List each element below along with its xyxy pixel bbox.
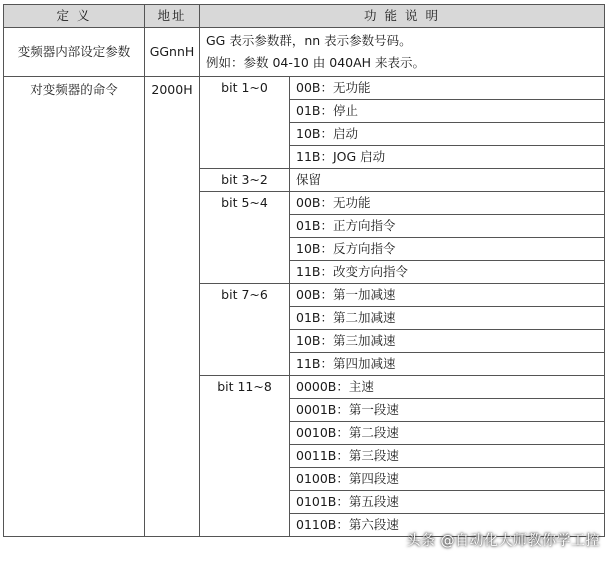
bit-range-cell: bit 5~4 <box>200 192 290 284</box>
bit-value-cell: 0000B：主速 <box>290 376 605 399</box>
bit-value-cell: 00B：第一加减速 <box>290 284 605 307</box>
definition-cell: 变频器内部设定参数 <box>4 28 145 77</box>
table-row <box>4 28 605 77</box>
definition-cell: 对变频器的命令 <box>4 77 145 537</box>
bit-range-cell: bit 1~0 <box>200 77 290 169</box>
bit-value-cell: 0010B：第二段速 <box>290 422 605 445</box>
header-function: 功 能 说 明 <box>200 5 605 28</box>
watermark: 头条 @自动化大师教你学工控 <box>406 533 600 549</box>
bit-value-cell: 00B：无功能 <box>290 77 605 100</box>
bit-value-cell: 11B：JOG 启动 <box>290 146 605 169</box>
bit-range-cell: bit 11~8 <box>200 376 290 537</box>
bit-value-cell: 0101B：第五段速 <box>290 491 605 514</box>
bit-range-cell: bit 3~2 <box>200 169 290 192</box>
description-line: 例如：参数 04-10 由 040AH 来表示。 <box>206 55 426 70</box>
bit-value-cell: 10B：启动 <box>290 123 605 146</box>
address-cell: GGnnH <box>145 28 200 77</box>
header-definition: 定 义 <box>4 5 145 28</box>
bit-value-cell: 11B：第四加减速 <box>290 353 605 376</box>
description-cell <box>200 28 605 77</box>
header-address: 地址 <box>145 5 200 28</box>
bit-range-cell: bit 7~6 <box>200 284 290 376</box>
bit-value-cell: 0110B：第六段速 <box>290 514 605 537</box>
bit-value-cell: 00B：无功能 <box>290 192 605 215</box>
bit-value-cell: 01B：正方向指令 <box>290 215 605 238</box>
bit-value-cell: 01B：停止 <box>290 100 605 123</box>
bit-value-cell: 0001B：第一段速 <box>290 399 605 422</box>
bit-value-cell: 保留 <box>290 169 605 192</box>
header-row <box>4 5 605 28</box>
bit-value-cell: 10B：反方向指令 <box>290 238 605 261</box>
parameter-table <box>3 4 605 537</box>
bit-value-cell: 0011B：第三段速 <box>290 445 605 468</box>
description-line: GG 表示参数群，nn 表示参数号码。 <box>206 33 412 48</box>
address-cell: 2000H <box>145 77 200 537</box>
bit-value-cell: 11B：改变方向指令 <box>290 261 605 284</box>
bit-value-cell: 0100B：第四段速 <box>290 468 605 491</box>
bit-value-cell: 10B：第三加减速 <box>290 330 605 353</box>
bit-value-cell: 01B：第二加减速 <box>290 307 605 330</box>
table-row <box>4 77 605 100</box>
